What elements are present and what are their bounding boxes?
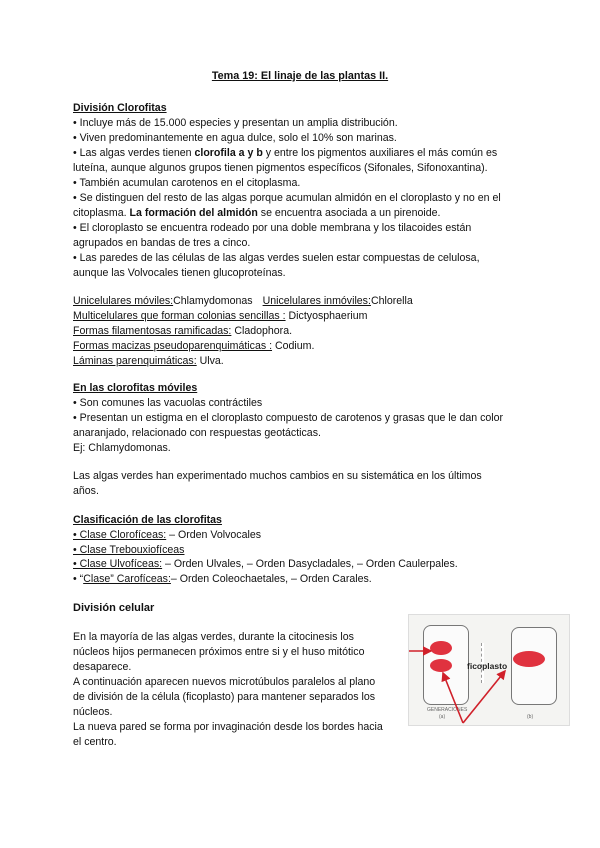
text: se encuentra asociada a un pirenoide.	[257, 207, 441, 219]
figure-caption: GENERACIONES	[427, 707, 468, 713]
figure-caption: (b)	[527, 714, 534, 720]
form-label: Unicelulares móviles:	[73, 295, 174, 307]
form-label: Unicelulares inmóviles:	[262, 295, 371, 307]
paragraph-line: años.	[73, 485, 99, 497]
form-label: Multicelulares que forman colonias sencillas :	[73, 310, 286, 322]
red-arrow	[463, 671, 505, 723]
section-heading-clasificacion: Clasificación de las clorofitas	[73, 514, 222, 526]
bullet-continuation	[73, 206, 440, 220]
form-label: Formas filamentosas ramificadas:	[73, 325, 232, 337]
ficoplasto-label: ficoplasto	[467, 661, 508, 671]
text: • Las algas verdes tienen	[73, 147, 195, 159]
bullet: • Incluye más de 15.000 especies y presentan un amplia distribución.	[73, 117, 398, 129]
section-heading-division-celular: División celular	[73, 602, 155, 614]
paragraph-line: A continuación aparecen nuevos microtúbulos paralelos al plano	[73, 676, 376, 688]
paragraph-line: En la mayoría de las algas verdes, durante la citocinesis los	[73, 631, 354, 643]
bullet: • Presentan un estigma en el cloroplasto compuesto de carotenos y grasas que le dan color	[73, 412, 504, 424]
form-row	[73, 339, 314, 353]
form-value: Chlorella	[370, 295, 413, 307]
form-row	[73, 354, 224, 368]
paragraph-line: núcleos hijos permanecen próximos entre si y el huso mitótico	[73, 646, 365, 658]
section-heading-clorofitas: División Clorofitas	[73, 102, 167, 114]
bullet-continuation: aunque las Volvocales tienen glucoproteínas.	[73, 267, 286, 279]
example-line: Ej: Chlamydomonas.	[73, 442, 171, 454]
arrows	[409, 615, 569, 725]
class-prefix: • “	[73, 573, 84, 585]
class-value: – Orden Ulvales, – Orden Dasycladales, – Orden Caulerpales.	[162, 558, 458, 570]
section-heading-moviles: En las clorofitas móviles	[73, 382, 198, 394]
figure-caption: (a)	[439, 714, 446, 720]
text: citoplasma.	[73, 207, 130, 219]
bullet-continuation: anaranjado, relacionado con respuestas geotácticas.	[73, 427, 321, 439]
bold-text: La formación del almidón	[129, 207, 258, 219]
paragraph-line: Las algas verdes han experimentado muchos cambios en su sistemática en los últimos	[73, 470, 482, 482]
form-row	[73, 309, 367, 323]
form-value: Chlamydomonas	[173, 295, 253, 307]
form-value: Codium.	[272, 340, 315, 352]
red-arrow	[443, 673, 463, 723]
form-row	[73, 324, 292, 338]
bold-text: clorofila a y b	[194, 147, 263, 159]
form-value: Dictyosphaerium	[285, 310, 368, 322]
form-label: Láminas parenquimáticas:	[73, 355, 197, 367]
class-row	[73, 572, 372, 586]
class-row	[73, 543, 184, 557]
bullet-continuation: luteína, aunque algunos grupos tienen pigmentos específicos (Sifonales, Sifonoxantina).	[73, 162, 488, 174]
class-label: • Clase Trebouxiofíceas	[73, 544, 185, 556]
form-row	[73, 294, 413, 308]
class-row	[73, 528, 261, 542]
ficoplasto-figure	[408, 614, 570, 726]
paragraph-line: núcleos.	[73, 706, 113, 718]
bullet: • Se distinguen del resto de las algas porque acumulan almidón en el cloroplasto y no en el	[73, 192, 501, 204]
class-label: Clase” Carofíceas:	[83, 573, 171, 585]
class-row	[73, 557, 458, 571]
bullet: • Las paredes de las células de las algas verdes suelen estar compuestas de celulosa,	[73, 252, 480, 264]
bullet-continuation: agrupados en bandas de tres a cinco.	[73, 237, 251, 249]
text: y entre los pigmentos auxiliares el más común es	[262, 147, 498, 159]
bullet: • También acumulan carotenos en el citoplasma.	[73, 177, 301, 189]
class-label: • Clase Clorofíceas:	[73, 529, 167, 541]
paragraph-line: desaparece.	[73, 661, 132, 673]
form-value: Cladophora.	[231, 325, 293, 337]
page-title: Tema 19: El linaje de las plantas II.	[211, 70, 389, 82]
class-value: – Orden Volvocales	[166, 529, 262, 541]
paragraph-line: de división de la célula (ficoplasto) para mantener separados los	[73, 691, 376, 703]
class-value: – Orden Coleochaetales, – Orden Carales.	[170, 573, 372, 585]
bullet: • Son comunes las vacuolas contráctiles	[73, 397, 263, 409]
paragraph-line: el centro.	[73, 736, 117, 748]
bullet: • El cloroplasto se encuentra rodeado por una doble membrana y los tilacoides están	[73, 222, 472, 234]
paragraph-line: La nueva pared se forma por invaginación desde los bordes hacia	[73, 721, 383, 733]
bullet	[73, 146, 497, 160]
bullet: • Viven predominantemente en agua dulce, solo el 10% son marinas.	[73, 132, 397, 144]
form-label: Formas macizas pseudoparenquimáticas :	[73, 340, 273, 352]
class-label: • Clase Ulvofíceas:	[73, 558, 163, 570]
form-value: Ulva.	[196, 355, 224, 367]
